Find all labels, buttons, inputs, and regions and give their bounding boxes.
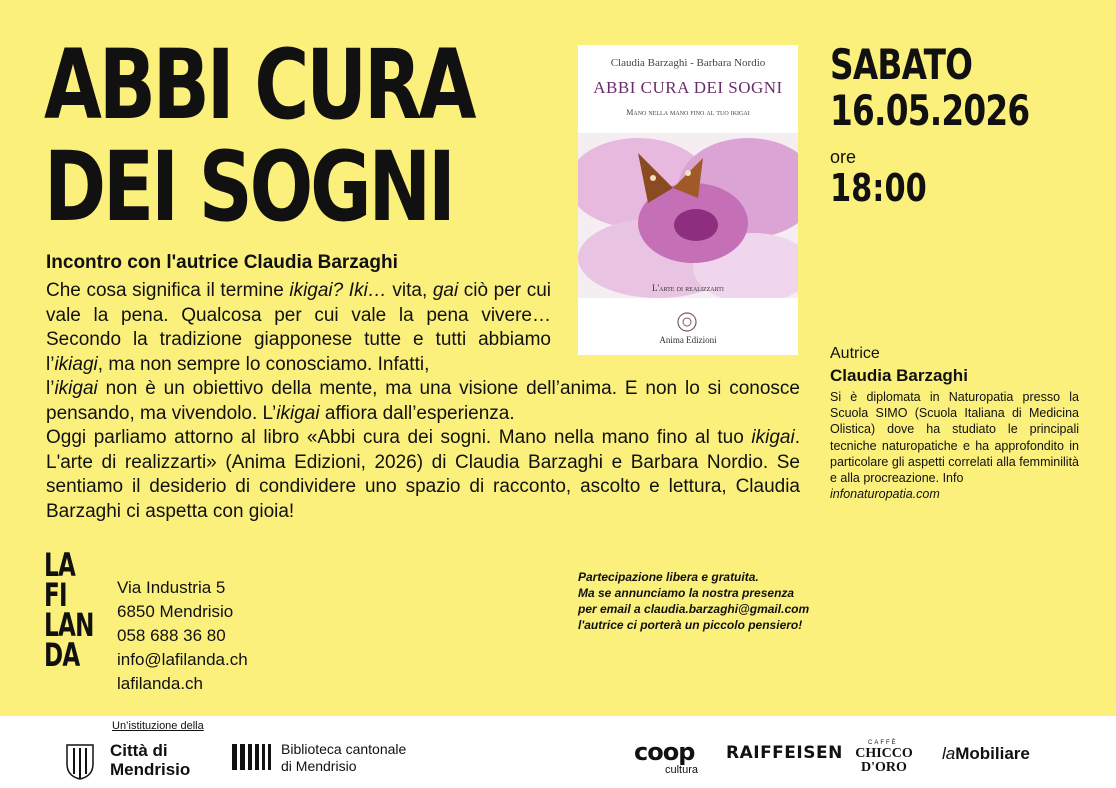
notice-line: Partecipazione libera e gratuita. — [578, 570, 759, 584]
subtitle: Incontro con l'autrice Claudia Barzaghi — [46, 252, 398, 273]
cover-subtitle: Mano nella mano fino al tuo ikigai — [626, 108, 750, 117]
author-site-link[interactable]: infonaturopatia.com — [830, 487, 940, 502]
text: ciò per cui vale la pena. Qualcosa per cui vale la pena vivere… Secondo la tradizione giapponese tutte e tutti abbiamo l’ — [46, 280, 551, 375]
text: non è un obiettivo della mente, ma una visione dell’anima. E non lo si conosce pensando, ma vivendolo. L’ — [46, 378, 800, 424]
book-cover — [578, 45, 798, 355]
biblioteca-books-icon — [232, 742, 274, 772]
event-day: SABATO — [830, 40, 973, 89]
author-bio — [830, 389, 1079, 502]
cover-publisher: Anima Edizioni — [659, 335, 717, 345]
event-time: 18:00 — [830, 166, 927, 210]
publisher-seal-icon — [676, 311, 698, 333]
text: Oggi parliamo attorno al libro «Abbi cura dei sogni. Mano nella mano fino al tuo — [46, 427, 752, 448]
cover-authors: Claudia Barzaghi - Barbara Nordio — [610, 57, 766, 69]
event-date-value: 16.05.2026 — [830, 86, 1030, 135]
logo-line: FI — [44, 576, 67, 614]
text-italic: ikigai — [751, 427, 795, 448]
raiffeisen-logo: RAIFFEISEN — [726, 743, 843, 763]
text: l’ — [46, 378, 55, 399]
logo-text: di Mendrisio — [281, 758, 357, 774]
venue-address — [117, 576, 248, 696]
paragraph-3 — [46, 426, 800, 524]
logo-text: Biblioteca cantonale — [281, 741, 407, 757]
cover-title: ABBI CURA DEI SOGNI — [593, 78, 783, 97]
citta-di-mendrisio-logo — [110, 741, 190, 779]
text: Che cosa significa il termine — [46, 280, 290, 301]
address-street: Via Industria 5 — [117, 578, 226, 597]
event-title — [44, 29, 474, 243]
paragraph-1 — [46, 279, 551, 377]
logo-line: DA — [44, 636, 80, 674]
author-name: Claudia Barzaghi — [830, 366, 968, 385]
logo-line: LAN — [44, 606, 94, 644]
caffe-label: CAFFÈ — [868, 740, 898, 746]
logo-line: LA — [44, 546, 76, 584]
mendrisio-shield-icon — [66, 744, 94, 780]
text-italic: ikigai — [276, 402, 320, 424]
logo-text: la — [942, 744, 956, 763]
flower-image — [578, 133, 798, 298]
text-italic: ikigai — [54, 378, 98, 399]
logo-text: Città di — [110, 741, 168, 760]
paragraph-2 — [46, 377, 800, 426]
text-italic: ikigai? Iki… — [289, 280, 387, 301]
participation-notice — [578, 569, 809, 633]
coop-cultura-label: cultura — [665, 764, 699, 776]
text: vita, — [386, 280, 433, 301]
sponsor-footer — [0, 716, 1116, 788]
text: affiora dall’esperienza. — [319, 402, 515, 424]
venue-phone[interactable]: 058 688 36 80 — [117, 626, 226, 645]
chicco-doro-logo — [847, 747, 921, 775]
title-line-1: ABBI CURA — [44, 29, 474, 141]
cover-tagline: L'arte di realizzarti — [652, 283, 724, 293]
text-italic: ikiagi — [54, 353, 98, 375]
institution-label: Un’istituzione della — [112, 720, 204, 732]
text-italic: gai — [432, 280, 459, 301]
notice-line: l'autrice ci porterà un piccolo pensiero! — [578, 618, 803, 632]
la-filanda-logo — [44, 546, 94, 674]
venue-website[interactable]: lafilanda.ch — [117, 674, 204, 693]
logo-text: Mendrisio — [110, 760, 191, 779]
author-label: Autrice — [830, 345, 880, 362]
text: . L'arte di realizzarti» (Anima Edizioni, 2026) di Claudia Barzaghi e Barbara Nordio. Se sentiamo il desiderio di condividere uno spazio di racconto, ascolto e lettura, Claudia Barzaghi ci aspetta con gioia! — [46, 427, 800, 522]
coop-logo: coop — [634, 738, 695, 766]
biblioteca-logo — [281, 741, 406, 775]
notice-line: Ma se annunciamo la nostra presenza — [578, 586, 795, 600]
logo-text: CHICCO — [855, 746, 913, 761]
logo-text: Mobiliare — [955, 744, 1030, 763]
event-date — [830, 42, 1029, 134]
text: , ma non sempre lo conosciamo. Infatti, — [97, 353, 430, 375]
la-mobiliare-logo — [942, 744, 1030, 764]
notice-email-line[interactable]: per email a claudia.barzaghi@gmail.com — [578, 602, 810, 616]
time-label: ore — [830, 147, 857, 167]
venue-email[interactable]: info@lafilanda.ch — [117, 650, 248, 669]
title-line-2: DEI SOGNI — [44, 131, 453, 243]
author-bio-text: Si è diplomata in Naturopatia presso la Scuola SIMO (Scuola Italiana di Medicina Olistica) dove ha studiato le principali tecniche naturopatiche e ha approfondito in particolare gli aspetti correlati alla femminilità e alla procreazione. Info — [830, 390, 1079, 486]
address-city: 6850 Mendrisio — [117, 602, 234, 621]
logo-text: D'ORO — [861, 760, 907, 775]
